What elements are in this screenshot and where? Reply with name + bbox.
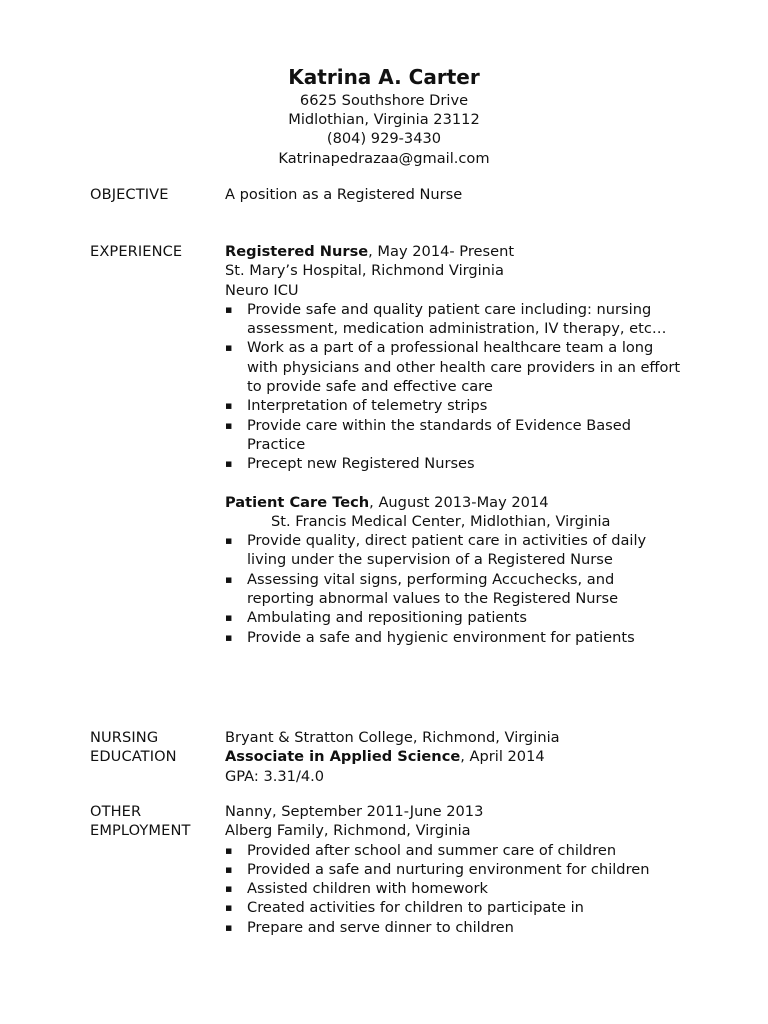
other-employment-label-line-2: EMPLOYMENT (90, 822, 191, 839)
phone-number: (804) 929-3430 (326, 130, 442, 148)
list-item: ▪ Created activities for children to participate in (225, 898, 685, 917)
other-employment-employer: Alberg Family, Richmond, Virginia (225, 822, 471, 840)
education-degree: Associate in Applied Science (225, 748, 461, 766)
job-employer: St. Mary’s Hospital, Richmond Virginia (225, 262, 504, 280)
job-entry (225, 493, 685, 647)
experience-label: EXPERIENCE (90, 243, 183, 260)
education-label (90, 728, 220, 766)
list-item: ▪ Assessing vital signs, performing Accuchecks, and reporting abnormal values to the Registered Nurse (225, 570, 685, 609)
candidate-name: Katrina A. Carter (288, 65, 480, 89)
experience-body (225, 242, 685, 647)
list-item: ▪ Assisted children with homework (225, 879, 685, 898)
education-label-line-1: NURSING (90, 729, 159, 746)
email-address: Katrinapedrazaa@gmail.com (278, 149, 490, 167)
job-dates: , August 2013-May 2014 (369, 493, 549, 511)
job-entry (225, 242, 685, 474)
list-item: ▪ Ambulating and repositioning patients (225, 608, 685, 627)
objective-section (90, 185, 730, 209)
job-dates: , May 2014- Present (368, 243, 515, 260)
list-item: ▪ Provided a safe and nurturing environment for children (225, 860, 685, 879)
address-line-2: Midlothian, Virginia 23112 (288, 111, 480, 129)
other-employment-label-line-1: OTHER (90, 803, 142, 820)
list-item: ▪ Provide quality, direct patient care in activities of daily living under the supervision of a Registered Nurse (225, 531, 685, 570)
objective-text: A position as a Registered Nurse (225, 186, 463, 203)
other-employment-position: Nanny, September 2011-June 2013 (225, 803, 484, 820)
list-item: ▪ Work as a part of a professional healthcare team a long with physicians and other health care providers in an effort to provide safe and effective care (225, 338, 685, 396)
education-degree-date: , April 2014 (460, 748, 545, 766)
education-section (90, 728, 730, 788)
job-duties-list (225, 531, 685, 647)
education-gpa: GPA: 3.31/4.0 (225, 767, 325, 785)
list-item: ▪ Prepare and serve dinner to children (225, 918, 685, 937)
list-item: ▪ Interpretation of telemetry strips (225, 396, 685, 415)
job-title: Patient Care Tech (225, 493, 370, 511)
list-item: ▪ Provide care within the standards of Evidence Based Practice (225, 416, 685, 455)
job-employer: St. Francis Medical Center, Midlothian, Virginia (271, 512, 611, 530)
address-line-1: 6625 Southshore Drive (299, 92, 469, 109)
other-employment-label (90, 802, 220, 840)
list-item: ▪ Provide safe and quality patient care including: nursing assessment, medication administration, IV therapy, etc… (225, 300, 685, 339)
experience-section (90, 242, 730, 672)
other-employment-duties-list (225, 841, 685, 937)
job-duties-list (225, 300, 685, 474)
objective-label: OBJECTIVE (90, 186, 169, 203)
list-item: ▪ Precept new Registered Nurses (225, 454, 685, 473)
list-item: ▪ Provided after school and summer care of children (225, 841, 685, 860)
list-item: ▪ Provide a safe and hygienic environment for patients (225, 628, 685, 647)
job-title: Registered Nurse (225, 243, 369, 260)
resume-header (0, 64, 768, 168)
other-employment-section (90, 802, 730, 952)
education-label-line-2: EDUCATION (90, 748, 177, 765)
education-school: Bryant & Stratton College, Richmond, Virginia (225, 729, 560, 746)
job-unit: Neuro ICU (225, 281, 299, 299)
